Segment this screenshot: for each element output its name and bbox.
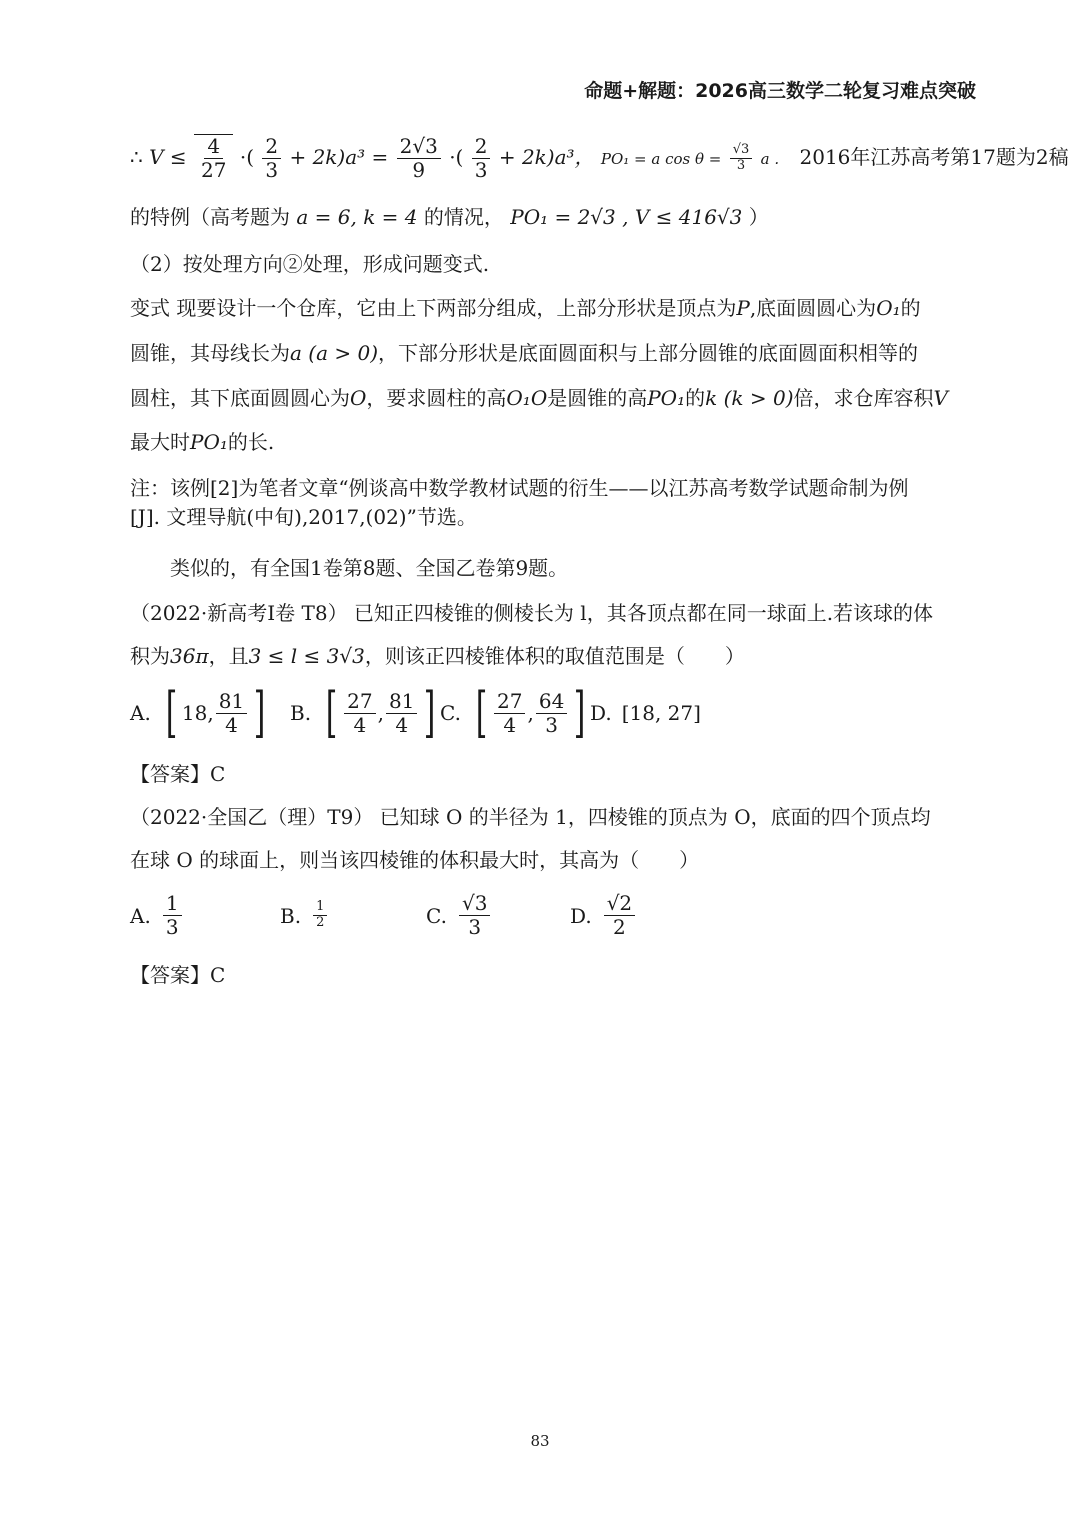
- q2-choices: [130, 892, 637, 939]
- q1-choice-d: D. [18, 27]: [590, 701, 701, 725]
- therefore-symbol: ∴: [130, 145, 143, 169]
- q2-line-2: 在球 O 的球面上，则当该四棱锥的体积最大时，其高为（ ）: [130, 848, 700, 872]
- page-number: 83: [530, 1432, 550, 1450]
- q2-choice-a: A. $\frac{1}{3}$: [130, 892, 280, 939]
- method-line: （2）按处理方向②处理，形成问题变式.: [130, 252, 490, 276]
- q1-choice-a: A. [ 18, $\frac{81}{4}$ ]: [130, 681, 266, 744]
- q1-choice-b: B. [ $\frac{27}{4}$ , $\frac{81}{4}$ ]: [290, 681, 436, 744]
- q2-line-1: （2022·全国乙（理）T9） 已知球 O 的半径为 1，四棱锥的顶点为 O，底面的四个顶点均: [130, 805, 931, 829]
- q2-choice-b: B. $\frac{1}{2}$: [280, 900, 426, 931]
- fraction-2-3-b: $\frac{2}{3}$: [472, 135, 491, 182]
- note-line-1: 注：该例[2]为笔者文章“例谈高中数学教材试题的衍生——以江苏高考数学试题命制为例: [130, 476, 909, 500]
- q1-line-1: （2022·新高考I卷 T8） 已知正四棱锥的侧棱长为 l，其各顶点都在同一球面上.若该球的体: [130, 601, 934, 625]
- fraction-2-3: $\frac{2}{3}$: [262, 135, 281, 182]
- jiangsu-note: 2016年江苏高考第17题为2稿: [799, 145, 1069, 169]
- note-line-2: [J]. 文理导航(中旬),2017,(02)”节选。: [130, 505, 477, 529]
- page-header: 命题+解题：2026高三数学二轮复习难点突破: [584, 80, 976, 102]
- fraction-2sqrt3-9: $\frac{2√3}{9}$: [397, 135, 441, 182]
- q2-choice-c: C. $\frac{√3}{3}$: [426, 892, 570, 939]
- variant-line-2: 圆锥，其母线长为a (a > 0)，下部分形状是底面圆面积与上部分圆锥的底面圆面积相等的: [130, 341, 919, 365]
- q2-choice-d: D. $\frac{√2}{2}$: [570, 892, 637, 939]
- q1-choices: [130, 681, 701, 744]
- fraction-sqrt3-3: $\frac{√3}{3}$: [730, 143, 753, 174]
- po1-expression: PO₁ = a cos θ =: [600, 150, 722, 168]
- q1-line-2: 积为36π，且3 ≤ l ≤ 3√3，则该正四棱锥体积的取值范围是（ ）: [130, 644, 745, 668]
- special-case-line: 的特例（高考题为 a = 6, k = 4 的情况， PO₁ = 2√3 , V ≤ 416√3 ）: [130, 205, 769, 229]
- volume-inequality-line: ∴ V ≤ $\frac{4}{27}$ ·( $\frac{2}{3}$ + 2k)a³ = $\frac{2√3}{9}$ ·( $\frac{2}{3}$ + 2k)a³， PO₁ = a cos θ = $\frac{√3}{3}$ a . 2016年江苏高考第17题为2稿: [130, 134, 1069, 182]
- q2-answer: 【答案】C: [130, 963, 226, 987]
- q1-answer: 【答案】C: [130, 762, 226, 786]
- variant-line-1: 变式 现要设计一个仓库，它由上下两部分组成，上部分形状是顶点为P,底面圆圆心为O₁的: [130, 296, 921, 320]
- q1-choice-c: C. [ $\frac{27}{4}$ , $\frac{64}{3}$ ]: [440, 681, 586, 744]
- variant-line-4: 最大时PO₁的长.: [130, 430, 275, 454]
- variant-line-3: 圆柱，其下底面圆圆心为O，要求圆柱的高O₁O是圆锥的高PO₁的k (k > 0)倍，求仓库容积V: [130, 386, 948, 410]
- fraction-4-27: $\frac{4}{27}$: [201, 134, 227, 182]
- sqrt-fraction: [194, 134, 233, 182]
- similar-line: 类似的，有全国1卷第8题、全国乙卷第9题。: [170, 556, 569, 580]
- v-inequality: V ≤: [149, 145, 187, 169]
